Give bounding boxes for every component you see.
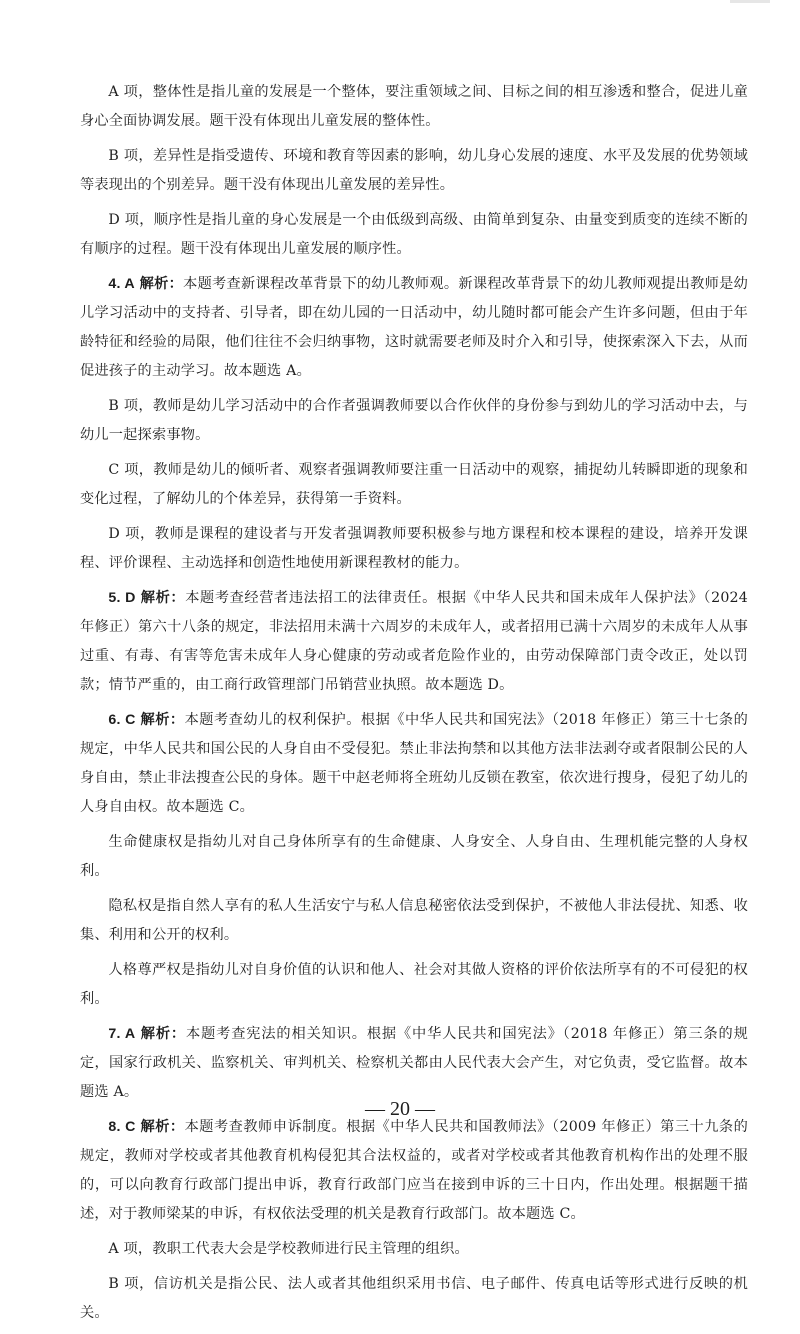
paragraph-text: 本题考查幼儿的权利保护。根据《中华人民共和国宪法》（2018 年修正）第三十七条的规定，中华人民共和国公民的人身自由不受侵犯。禁止非法拘禁和以其他方法非法剥夺或者限制公民的人身自由，禁止非法搜查公民的身体。题干中赵老师将全班幼儿反锁在教室，依次进行搜身，侵犯了幼儿的人身自由权。故本题选 C。 <box>80 712 748 815</box>
explanation-paragraph <box>80 206 748 264</box>
analysis-label: 解析： <box>140 1119 185 1135</box>
paragraph-text: B 项，信访机关是指公民、法人或者其他组织采用书信、电子邮件、传真电话等形式进行反映的机关。 <box>80 1276 748 1321</box>
paragraph-text: D 项，顺序性是指儿童的身心发展是一个由低级到高级、由简单到复杂、由量变到质变的连续不断的有顺序的过程。题干没有体现出儿童发展的顺序性。 <box>80 212 748 257</box>
paragraph-text: B 项，教师是幼儿学习活动中的合作者强调教师要以合作伙伴的身份参与到幼儿的学习活动中去，与幼儿一起探索事物。 <box>80 398 748 443</box>
answer-paragraph <box>80 1113 748 1229</box>
question-answer-label: 8. C <box>108 1119 136 1135</box>
analysis-label: 解析： <box>140 1026 186 1042</box>
paragraph-text: 本题考查宪法的相关知识。根据《中华人民共和国宪法》（2018 年修正）第三条的规定，国家行政机关、监察机关、审判机关、检察机关都由人民代表大会产生，对它负责，受它监督。故本题选 A。 <box>80 1026 748 1100</box>
scan-edge-mark <box>730 0 770 3</box>
explanation-paragraph <box>80 456 748 514</box>
paragraph-text: 生命健康权是指幼儿对自己身体所享有的生命健康、人身安全、人身自由、生理机能完整的人身权利。 <box>80 834 748 879</box>
explanation-paragraph <box>80 828 748 886</box>
question-answer-label: 4. A <box>108 276 135 292</box>
paragraph-text: D 项，教师是课程的建设者与开发者强调教师要积极参与地方课程和校本课程的建设，培养开发课程、评价课程、主动选择和创造性地使用新课程教材的能力。 <box>80 526 748 571</box>
explanation-paragraph <box>80 142 748 200</box>
question-answer-label: 5. D <box>108 590 136 606</box>
paragraph-text: 隐私权是指自然人享有的私人生活安宁与私人信息秘密依法受到保护，不被他人非法侵扰、知悉、收集、利用和公开的权利。 <box>80 898 748 943</box>
paragraph-text: A 项，整体性是指儿童的发展是一个整体，要注重领域之间、目标之间的相互渗透和整合，促进儿童身心全面协调发展。题干没有体现出儿童发展的整体性。 <box>80 84 748 129</box>
answer-paragraph <box>80 270 748 386</box>
explanation-paragraph <box>80 520 748 578</box>
question-answer-label: 7. A <box>108 1026 136 1042</box>
page-number: — 20 — <box>365 1098 435 1120</box>
body-text <box>80 78 748 1334</box>
paragraph-text: 本题考查教师申诉制度。根据《中华人民共和国教师法》（2009 年修正）第三十九条的规定，教师对学校或者其他教育机构侵犯其合法权益的，或者对学校或者其他教育机构作出的处理不服的，可以向教育行政部门提出申诉，教育行政部门应当在接到申诉的三十日内，作出处理。根据题干描述，对于教师梁某的申诉，有权依法受理的机关是教育行政部门。故本题选 C。 <box>80 1119 748 1222</box>
answer-paragraph <box>80 706 748 822</box>
paragraph-text: 人格尊严权是指幼儿对自身价值的认识和他人、社会对其做人资格的评价依法所享有的不可侵犯的权利。 <box>80 962 748 1007</box>
answer-paragraph <box>80 584 748 700</box>
paragraph-text: 本题考查经营者违法招工的法律责任。根据《中华人民共和国未成年人保护法》（2024 年修正）第六十八条的规定，非法招用未满十六周岁的未成年人，或者招用已满十六周岁的未成年人从事过重、有毒、有害等危害未成年人身心健康的劳动或者危险作业的，由劳动保障部门责令改正，处以罚款；情节严重的，由工商行政管理部门吊销营业执照。故本题选 D。 <box>80 590 748 693</box>
explanation-paragraph <box>80 78 748 136</box>
paragraph-text: A 项，教职工代表大会是学校教师进行民主管理的组织。 <box>108 1241 469 1257</box>
answer-paragraph <box>80 1020 748 1107</box>
analysis-label: 解析： <box>140 590 186 606</box>
paragraph-text: 本题考查新课程改革背景下的幼儿教师观。新课程改革背景下的幼儿教师观提出教师是幼儿学习活动中的支持者、引导者，即在幼儿园的一日活动中，幼儿随时都可能会产生许多问题，但由于年龄特征和经验的局限，他们往往不会归纳事物，这时就需要老师及时介入和引导，使探索深入下去，从而促进孩子的主动学习。故本题选 A。 <box>80 276 748 379</box>
question-answer-label: 6. C <box>108 712 136 728</box>
explanation-paragraph <box>80 392 748 450</box>
explanation-paragraph <box>80 1270 748 1328</box>
explanation-paragraph <box>80 956 748 1014</box>
explanation-paragraph <box>80 892 748 950</box>
explanation-paragraph <box>80 1235 748 1264</box>
paragraph-text: C 项，教师是幼儿的倾听者、观察者强调教师要注重一日活动中的观察，捕捉幼儿转瞬即逝的现象和变化过程，了解幼儿的个体差异，获得第一手资料。 <box>80 462 748 507</box>
analysis-label: 解析： <box>140 712 185 728</box>
paragraph-text: B 项，差异性是指受遗传、环境和教育等因素的影响，幼儿身心发展的速度、水平及发展的优势领域等表现出的个别差异。题干没有体现出儿童发展的差异性。 <box>80 148 748 193</box>
analysis-label: 解析： <box>139 276 184 292</box>
